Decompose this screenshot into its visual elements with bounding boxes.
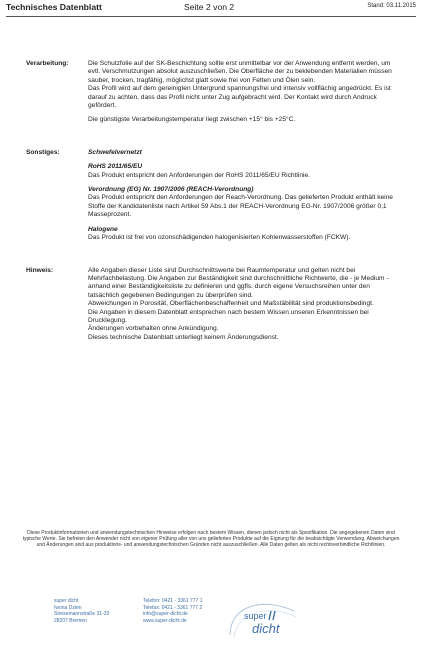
subheading: Verordnung (EG) Nr. 1907/2006 (REACH-Verordnung) <box>88 186 254 194</box>
logo-text-top: super <box>244 611 267 621</box>
subheading: Halogene <box>88 225 118 233</box>
paragraph: Die Angaben in diesem Datenblatt entsprechen nach bestem Wissen unseren Erkenntnissen bei Drucklegung. <box>88 308 369 324</box>
document-body <box>26 60 396 342</box>
company-name: super dicht <box>54 598 79 604</box>
document-date: Stand: 03.11.2015 <box>367 3 416 9</box>
logo-graphic <box>224 595 300 641</box>
section-label: Hinweis: <box>26 266 54 274</box>
contact-block <box>143 598 203 624</box>
company-logo <box>224 595 300 641</box>
page-header <box>6 2 416 17</box>
section-label: Sonstiges: <box>26 148 60 156</box>
page-footer <box>0 595 422 665</box>
website-link[interactable]: www.super-dicht.de <box>143 617 187 624</box>
document-title: Technisches Datenblatt <box>6 2 102 12</box>
subheading: RoHS 2011/65/EU <box>88 163 143 171</box>
legal-disclaimer: Diese Produktinformationen und anwendungstechnischen Hinweise erfolgen nach bestem Wissen, dienen jedoch nicht als Spezifikation. Die angegebenen Daten sind typische Werte. Sie befreien den Anwender nicht von eigener Prüfung aller von uns gelieferten Produkte auf die Eignung für die beabsichtigte Verwendung. Abweichungen und Änderungen sind aus produktions- und anwendungstechnischen Gründen nicht auszuschließen. Alle Daten gelten als nicht rechtsverbindliche Richtlinien. <box>22 530 400 549</box>
paragraph: Das Produkt ist frei von ozonschädigenden halogenisierten Kohlenwasserstoffen (FCKW). <box>88 234 351 242</box>
paragraph: Das Profil wird auf dem gereinigten Untergrund spannungsfrei und intensiv vollflächig angedrückt. Es ist darauf zu achten, dass das Profil nicht unter Zug aufgebracht wird. Der Kontakt wird durch Andruck gefördert. <box>88 85 391 110</box>
fax-number: Telefax: 0421 - 3361 777 2 <box>143 604 203 611</box>
email-link[interactable]: info@super-dicht.de <box>143 611 188 618</box>
city-address: 28207 Bremen <box>54 617 87 624</box>
logo-text-bottom: dicht <box>252 621 280 636</box>
header-rule <box>6 16 416 17</box>
phone-number: Telefon: 0421 - 3361 777 1 <box>143 598 203 604</box>
paragraph: Die günstigste Verarbeitungstemperatur liegt zwischen +15° bis +25°C. <box>88 116 296 124</box>
paragraph: Das Produkt entspricht den Anforderungen der RoHS 2011/65/EU Richtlinie. <box>88 171 310 179</box>
paragraph: Abweichungen in Porosität, Oberflächenbeschaffenheit und Maßstäbilität sind produktionsbedingt. <box>88 300 374 308</box>
paragraph: Änderungen vorbehalten ohne Ankündigung. <box>88 325 219 333</box>
section-label: Verarbeitung: <box>26 60 69 67</box>
contact-person: Iwona Dzien <box>54 604 82 611</box>
paragraph: Das Produkt entspricht den Anforderungen der Reach-Verordnung. Das gelieferten Produkt enthält keine Stoffe der Kandidatenliste nach Artikel 59 Abs.1 der REACH-Verordnung EG-Nr. 1907/2006 größer 0,1 Masseprozent. <box>88 194 393 219</box>
section-verarbeitung <box>26 60 396 125</box>
paragraph: Alle Angaben dieser Liste sind Durchschnittswerte bei Raumtemperatur und gelten nicht bei Mehrfachbelastung. Die Angaben zur Beständigkeit sind durchschnittliche Richtwerte, die - je Medium - anhand einer Beständigkeitsliste zu definieren und ggfls. durch eigene Versuchsreihen unter den tatsächlich gegebenen Bedingungen zu überprüfen sind. <box>88 266 389 299</box>
section-sonstiges <box>26 149 396 243</box>
page-number: Seite 2 von 2 <box>184 2 235 12</box>
street-address: Stresemannstraße 31-33 <box>54 611 110 618</box>
address-block <box>54 598 109 624</box>
paragraph: Dieses technische Datenblatt unterliegt keinem Änderungsdienst. <box>88 333 279 341</box>
section-hinweis <box>26 267 396 343</box>
subheading: Schwefelvernetzt <box>88 148 142 156</box>
paragraph: Die Schutzfolie auf der SK-Beschichtung sollte erst unmittelbar vor der Anwendung entfernt werden, um evtl. Verschmutzungen absolut auszuschließen. Die Oberfläche der zu beklebenden Materialien müssen sauber, trocken, tragfähig, möglichst glatt sowie frei von Fetten und Ölen sein. <box>88 60 392 84</box>
